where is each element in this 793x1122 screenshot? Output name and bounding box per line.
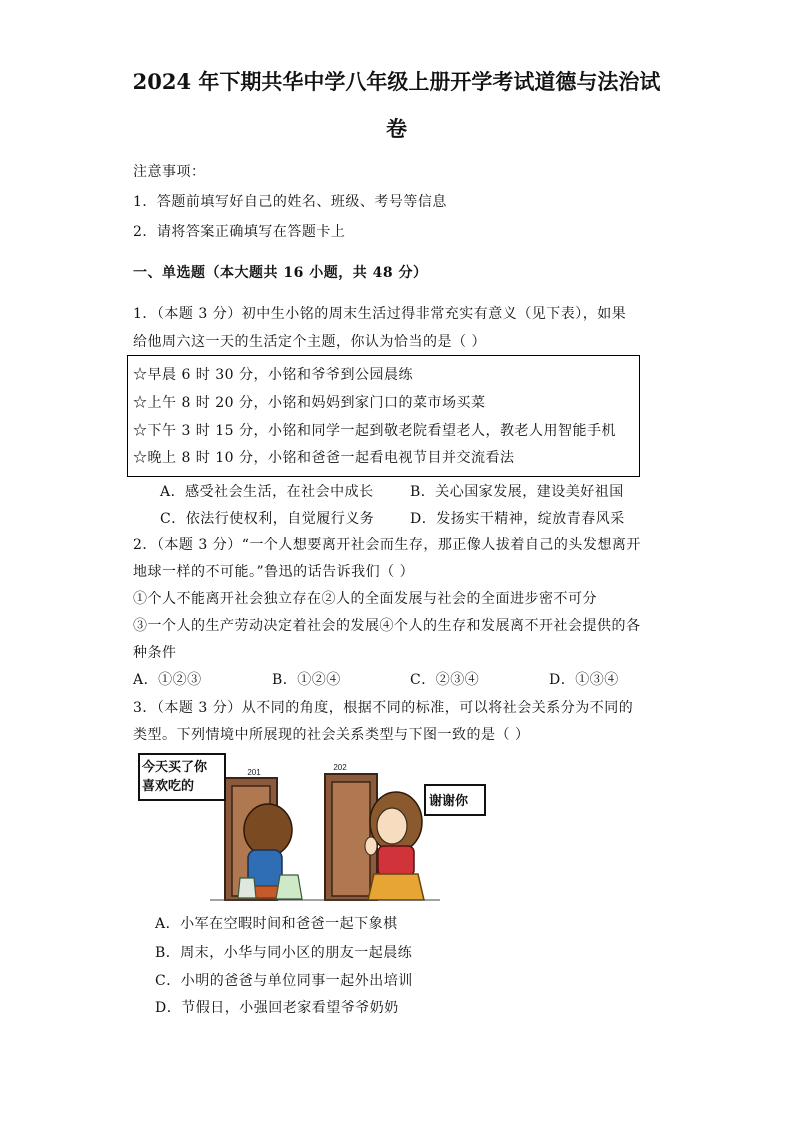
- q1-option-d: D．发扬实干精神，绽放青春风采: [410, 511, 625, 527]
- q2-statement: ③一个人的生产劳动决定着社会的发展④个人的生存和发展离不开社会提供的各: [133, 618, 641, 634]
- page-title-line2: 卷: [386, 116, 407, 141]
- notes-heading: 注意事项：: [133, 164, 206, 180]
- q1-option-c: C．依法行使权利，自觉履行义务: [160, 511, 375, 527]
- door-202-label: 202: [333, 763, 347, 772]
- q3-stem: 3．（本题 3 分）从不同的角度，根据不同的标准，可以将社会关系分为不同的: [133, 700, 634, 716]
- q2-stem: 2．（本题 3 分）“一个人想要离开社会而生存，那正像人拔着自己的头发想离开: [133, 537, 641, 553]
- q2-option-a: A．①②③: [133, 672, 202, 688]
- q2-stem: 地球一样的不可能。”鲁迅的话告诉我们（ ）: [133, 564, 415, 580]
- section-heading: 一、单选题（本大题共 16 小题，共 48 分）: [133, 265, 428, 281]
- q1-table-row: ☆上午 8 时 20 分，小铭和妈妈到家门口的菜市场买菜: [133, 395, 486, 411]
- door-201-label: 201: [247, 768, 261, 777]
- q3-stem: 类型。下列情境中所展现的社会关系类型与下图一致的是（ ）: [133, 727, 530, 743]
- q1-option-b: B．关心国家发展，建设美好祖国: [410, 484, 624, 500]
- right-woman-body: [378, 846, 414, 876]
- q2-statement: 种条件: [133, 645, 177, 661]
- q1-stem: 给他周六这一天的生活定个主题，你认为恰当的是（ ）: [133, 334, 486, 350]
- q2-statement: ①个人不能离开社会独立存在②人的全面发展与社会的全面进步密不可分: [133, 591, 597, 607]
- q1-table-row: ☆早晨 6 时 30 分，小铭和爷爷到公园晨练: [133, 367, 414, 383]
- note-item: 1．答题前填写好自己的姓名、班级、考号等信息: [133, 194, 447, 210]
- speech-bubble-left-text: 今天买了你: [142, 760, 208, 775]
- page-title-line1: 2024 年下期共华中学八年级上册开学考试道德与法治试: [132, 69, 661, 94]
- q3-option-c: C．小明的爸爸与单位同事一起外出培训: [155, 973, 413, 989]
- q1-stem: 1．（本题 3 分）初中生小铭的周末生活过得非常充实有意义（见下表），如果: [133, 306, 627, 322]
- q3-option-d: D．节假日，小强回老家看望爷爷奶奶: [155, 1000, 399, 1016]
- shopping-bag: [276, 875, 302, 899]
- q1-table-row: ☆下午 3 时 15 分，小铭和同学一起到敬老院看望老人，教老人用智能手机: [133, 423, 617, 439]
- q1-table-row: ☆晚上 8 时 10 分，小铭和爸爸一起看电视节目并交流看法: [133, 450, 515, 466]
- q2-option-d: D．①③④: [549, 672, 619, 688]
- note-item: 2．请将答案正确填写在答题卡上: [133, 224, 346, 240]
- q2-option-b: B．①②④: [272, 672, 341, 688]
- q1-option-a: A．感受社会生活，在社会中成长: [160, 484, 374, 500]
- q3-option-b: B．周末，小华与同小区的朋友一起晨练: [155, 945, 413, 961]
- left-woman-hair: [244, 804, 292, 856]
- speech-bubble-left-text: 喜欢吃的: [142, 779, 195, 794]
- q2-option-c: C．②③④: [410, 672, 480, 688]
- speech-bubble-right-text: 谢谢你: [429, 794, 469, 809]
- q3-option-a: A．小军在空暇时间和爸爸一起下象棋: [155, 916, 398, 932]
